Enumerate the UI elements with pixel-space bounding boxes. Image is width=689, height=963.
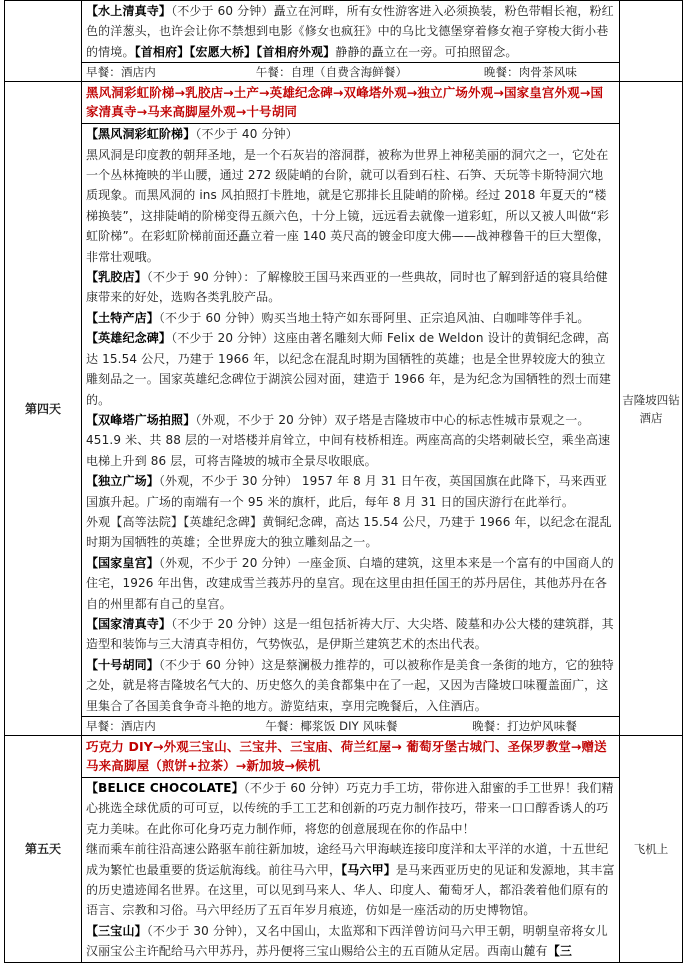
day5-content (82, 736, 619, 962)
body-text: 静静的矗立在一旁。可拍照留念。 (335, 44, 518, 59)
body-text: 继而乘车前往沿高速公路驱车前往新加坡，途经马六甲海峡连接印度洋和太平洋的水道，十五世纪成为繁忙也最重要的货运航海线。前往马六甲， (86, 842, 609, 877)
paragraph (86, 778, 615, 839)
body-text: （外观，不少于 30 分钟） 1957 年 8 月 31 日午夜，英国国旗在此降下，马来西亚国旗升起。广场的南端有一个 95 米的旗杆，此后，每年 8 月 31 日的国庆游行在此举行。 (86, 474, 608, 509)
bold-heading-text: 【十号胡同】 (86, 657, 159, 672)
day4-row (5, 82, 683, 736)
paragraph (86, 328, 615, 410)
paragraph (86, 410, 615, 471)
body-text: （不少于 20 分钟）这座由著名雕刻大师 Felix de Weldon 设计的黄铜纪念碑，高达 15.54 公尺，乃建于 1966 年，以纪念在混乱时期为国牺牲的英雄；也是全世界较庞大的独立雕刻品之一。国家英雄纪念碑位于湖滨公园对面，建造于 1966 年，是为纪念为国牺牲的烈士而建的。 (86, 331, 612, 407)
dinner-label: 晚餐：肉骨茶风味 (483, 65, 578, 80)
breakfast-label: 早餐：酒店内 (86, 65, 156, 80)
bold-heading-text: 【马六甲】 (341, 862, 396, 877)
top-hotel-cell (620, 1, 683, 82)
day4-hotel: 吉隆坡四钻酒店 (620, 82, 683, 736)
day4-paragraphs (86, 124, 615, 716)
bold-heading-text: 【BELICE CHOCOLATE】 (86, 781, 244, 795)
top-day-cell (5, 1, 82, 82)
body-text: 黑风洞是印度教的朝拜圣地，是一个石灰岩的溶洞群，被称为世界上神秘美丽的洞穴之一，它处在一个丛林掩映的半山腰，通过 272 级陡峭的台阶，就可以看到石柱、石笋、天玩等卡斯特洞穴地质现象。而黑风洞的 ins 风拍照打卡胜地，就是它那排长且陡峭的阶梯。经过 2018 年夏天的“楼梯换装”，这排陡峭的阶梯变得五颜六色，十分上镜，远远看去就像一道彩虹，所以又被人叫做“彩虹阶梯”。在彩虹阶梯前面还矗立着一座 140 英尺高的镀金印度大佛——战神穆鲁干的巨大塑像，非常壮观哦。 (86, 147, 610, 264)
body-text: （不少于 40 分钟） (195, 127, 298, 142)
body-text: 是马来西亚历史的见证和发源地，其丰富的历史遗迹闻名世界。在这里，可以见到马来人、华人、印度人、葡萄牙人，都沿袭着他们原有的语言、宗教和习俗。马六甲经历了五百年岁月痕迹，仿如是一座活动的历史博物馆。 (86, 862, 615, 918)
body-text: （不少于 20 分钟）这是一组包括祈祷大厅、大尖塔、陵墓和办公大楼的建筑群，其造型和装饰与三大清真寺相仿，气势恢弘，是伊斯兰建筑艺术的杰出代表。 (86, 616, 614, 652)
body-text: （不少于 90 分钟）：了解橡胶王国马来西亚的一些典故，同时也了解到舒适的寝具给健康带来的好处，选购各类乳胶产品。 (86, 270, 608, 305)
body-text: （外观，不少于 20 分钟）双子塔是吉隆坡市中心的标志性城市景观之一。451.9 米、共 88 层的一对塔楼并肩耸立，中间有枝桥相连。两座高高的尖塔刺破长空，乘坐高速电梯上升到 86 层，可将吉隆坡的城市全景尽收眼底。 (86, 412, 611, 468)
top-meals (82, 62, 619, 81)
day4-dinner: 晚餐：打边炉风味餐 (472, 719, 578, 733)
bold-heading-text: 【双峰塔广场拍照】 (86, 412, 196, 427)
bold-heading-text: 【三 (547, 944, 573, 959)
body-text: （不少于 60 分钟）购买当地土特产如东哥阿里、正宗追风油、白咖啡等伴手礼。 (158, 310, 590, 325)
paragraph (86, 124, 615, 144)
itinerary-table (4, 0, 683, 963)
paragraph (86, 921, 615, 962)
body-text: （不少于 60 分钟）这是蔡澜极力推荐的，可以被称作是美食一条街的地方，它的独特之处，就是将吉隆坡名气大的、历史悠久的美食都集中在了一起，又因为吉隆坡口味覆盖面广，这里集合了各国美食争奇斗艳的地方。游览结束，享用完晚餐后，入住酒店。 (86, 657, 614, 713)
paragraph (86, 308, 615, 328)
bold-heading-text: 【土特产店】 (86, 310, 159, 325)
body-text: （不少于 60 分钟）矗立在河畔，所有女性游客进入必须换装，粉色带帽长袍，粉红色的洋葱头，也许会让你不禁想到电影《修女也疯狂》中的乌比戈德堡穿着修女袍子穿梭大街小巷的情境。 (86, 4, 614, 59)
bold-heading-text: 【乳胶店】 (86, 270, 147, 285)
lunch-label: 午餐：自理（自费含海鲜餐） (255, 65, 408, 80)
body-text: （不少于 30 分钟），又名中国山，太监郑和下西洋曾访问马六甲王朝，明朝皇帝将女儿汉丽宝公主许配给马六甲苏丹，苏丹便将三宝山赐给公主的五百随从定居。西南山麓有 (86, 923, 608, 959)
day4-label: 第四天 (5, 82, 82, 736)
bold-heading-text: 【国家皇宫】 (86, 555, 159, 570)
top-content (82, 1, 619, 81)
day4-route: 黑风洞彩虹阶梯→乳胶店→土产→英雄纪念碑→双峰塔外观→独立广场外观→国家皇宫外观→国家清真寺→马来高脚屋外观→十号胡同 (82, 83, 619, 124)
bold-heading-text: 【英雄纪念碑】 (86, 331, 172, 346)
day4-breakfast: 早餐：酒店内 (86, 719, 156, 733)
paragraph (86, 839, 615, 921)
day5-content-cell (82, 736, 620, 963)
top-section-row (5, 1, 683, 82)
bold-heading-text: 【国家清真寺】 (86, 616, 172, 631)
body-text: （外观，不少于 20 分钟）一座金顶、白墙的建筑，这里本来是一个富有的中国商人的住宅，1926 年出售，改建成雪兰莪苏丹的皇宫。现在这里由担任国王的苏丹居住，其他苏丹在各自的州里都有自己的皇宫。 (86, 555, 614, 611)
day5-label: 第五天 (5, 736, 82, 963)
paragraph (86, 471, 615, 512)
day4-content (82, 82, 619, 735)
bold-heading-text: 【水上清真寺】 (86, 4, 172, 18)
paragraph (86, 614, 615, 655)
day5-row (5, 736, 683, 963)
top-paragraph (86, 1, 615, 62)
top-content-cell (82, 1, 620, 82)
bold-heading-text: 【独立广场】 (86, 474, 159, 489)
body-text: （不少于 60 分钟）巧克力手工坊，带你进入甜蜜的手工世界！我们精心挑选全球优质的可可豆，以传统的手工工艺和创新的巧克力制作技巧，带来一口口醇香诱人的巧克力美味。在此你可化身巧克力制作师，将您的创意展现在你的作品中！ (86, 781, 614, 836)
day4-meals (82, 716, 619, 735)
paragraph (86, 512, 615, 553)
bold-heading-text: 【三宝山】 (86, 923, 147, 938)
bold-heading-text: 【黑风洞彩虹阶梯】 (86, 127, 196, 142)
body-text: 外观【高等法院】【英雄纪念碑】黄铜纪念碑，高达 15.54 公尺，乃建于 1966 年，以纪念在混乱时期为国牺牲的英雄；全世界庞大的独立雕刻品之一。 (86, 514, 612, 550)
paragraph (86, 655, 615, 716)
paragraph (86, 267, 615, 308)
bold-heading-text: 【首相府】【宏愿大桥】【首相府外观】 (134, 44, 336, 59)
paragraph (86, 145, 615, 267)
paragraph (86, 553, 615, 614)
day5-paragraphs (86, 778, 615, 962)
day4-lunch: 午餐：椰浆饭 DIY 风味餐 (265, 719, 398, 733)
day5-hotel: 飞机上 (620, 736, 683, 963)
day4-content-cell (82, 82, 620, 736)
day5-route: 巧克力 DIY→外观三宝山、三宝井、三宝庙、荷兰红屋→ 葡萄牙堡古城门、圣保罗教堂→赠送马来高脚屋（煎饼+拉茶）→新加坡→候机 (82, 737, 619, 778)
